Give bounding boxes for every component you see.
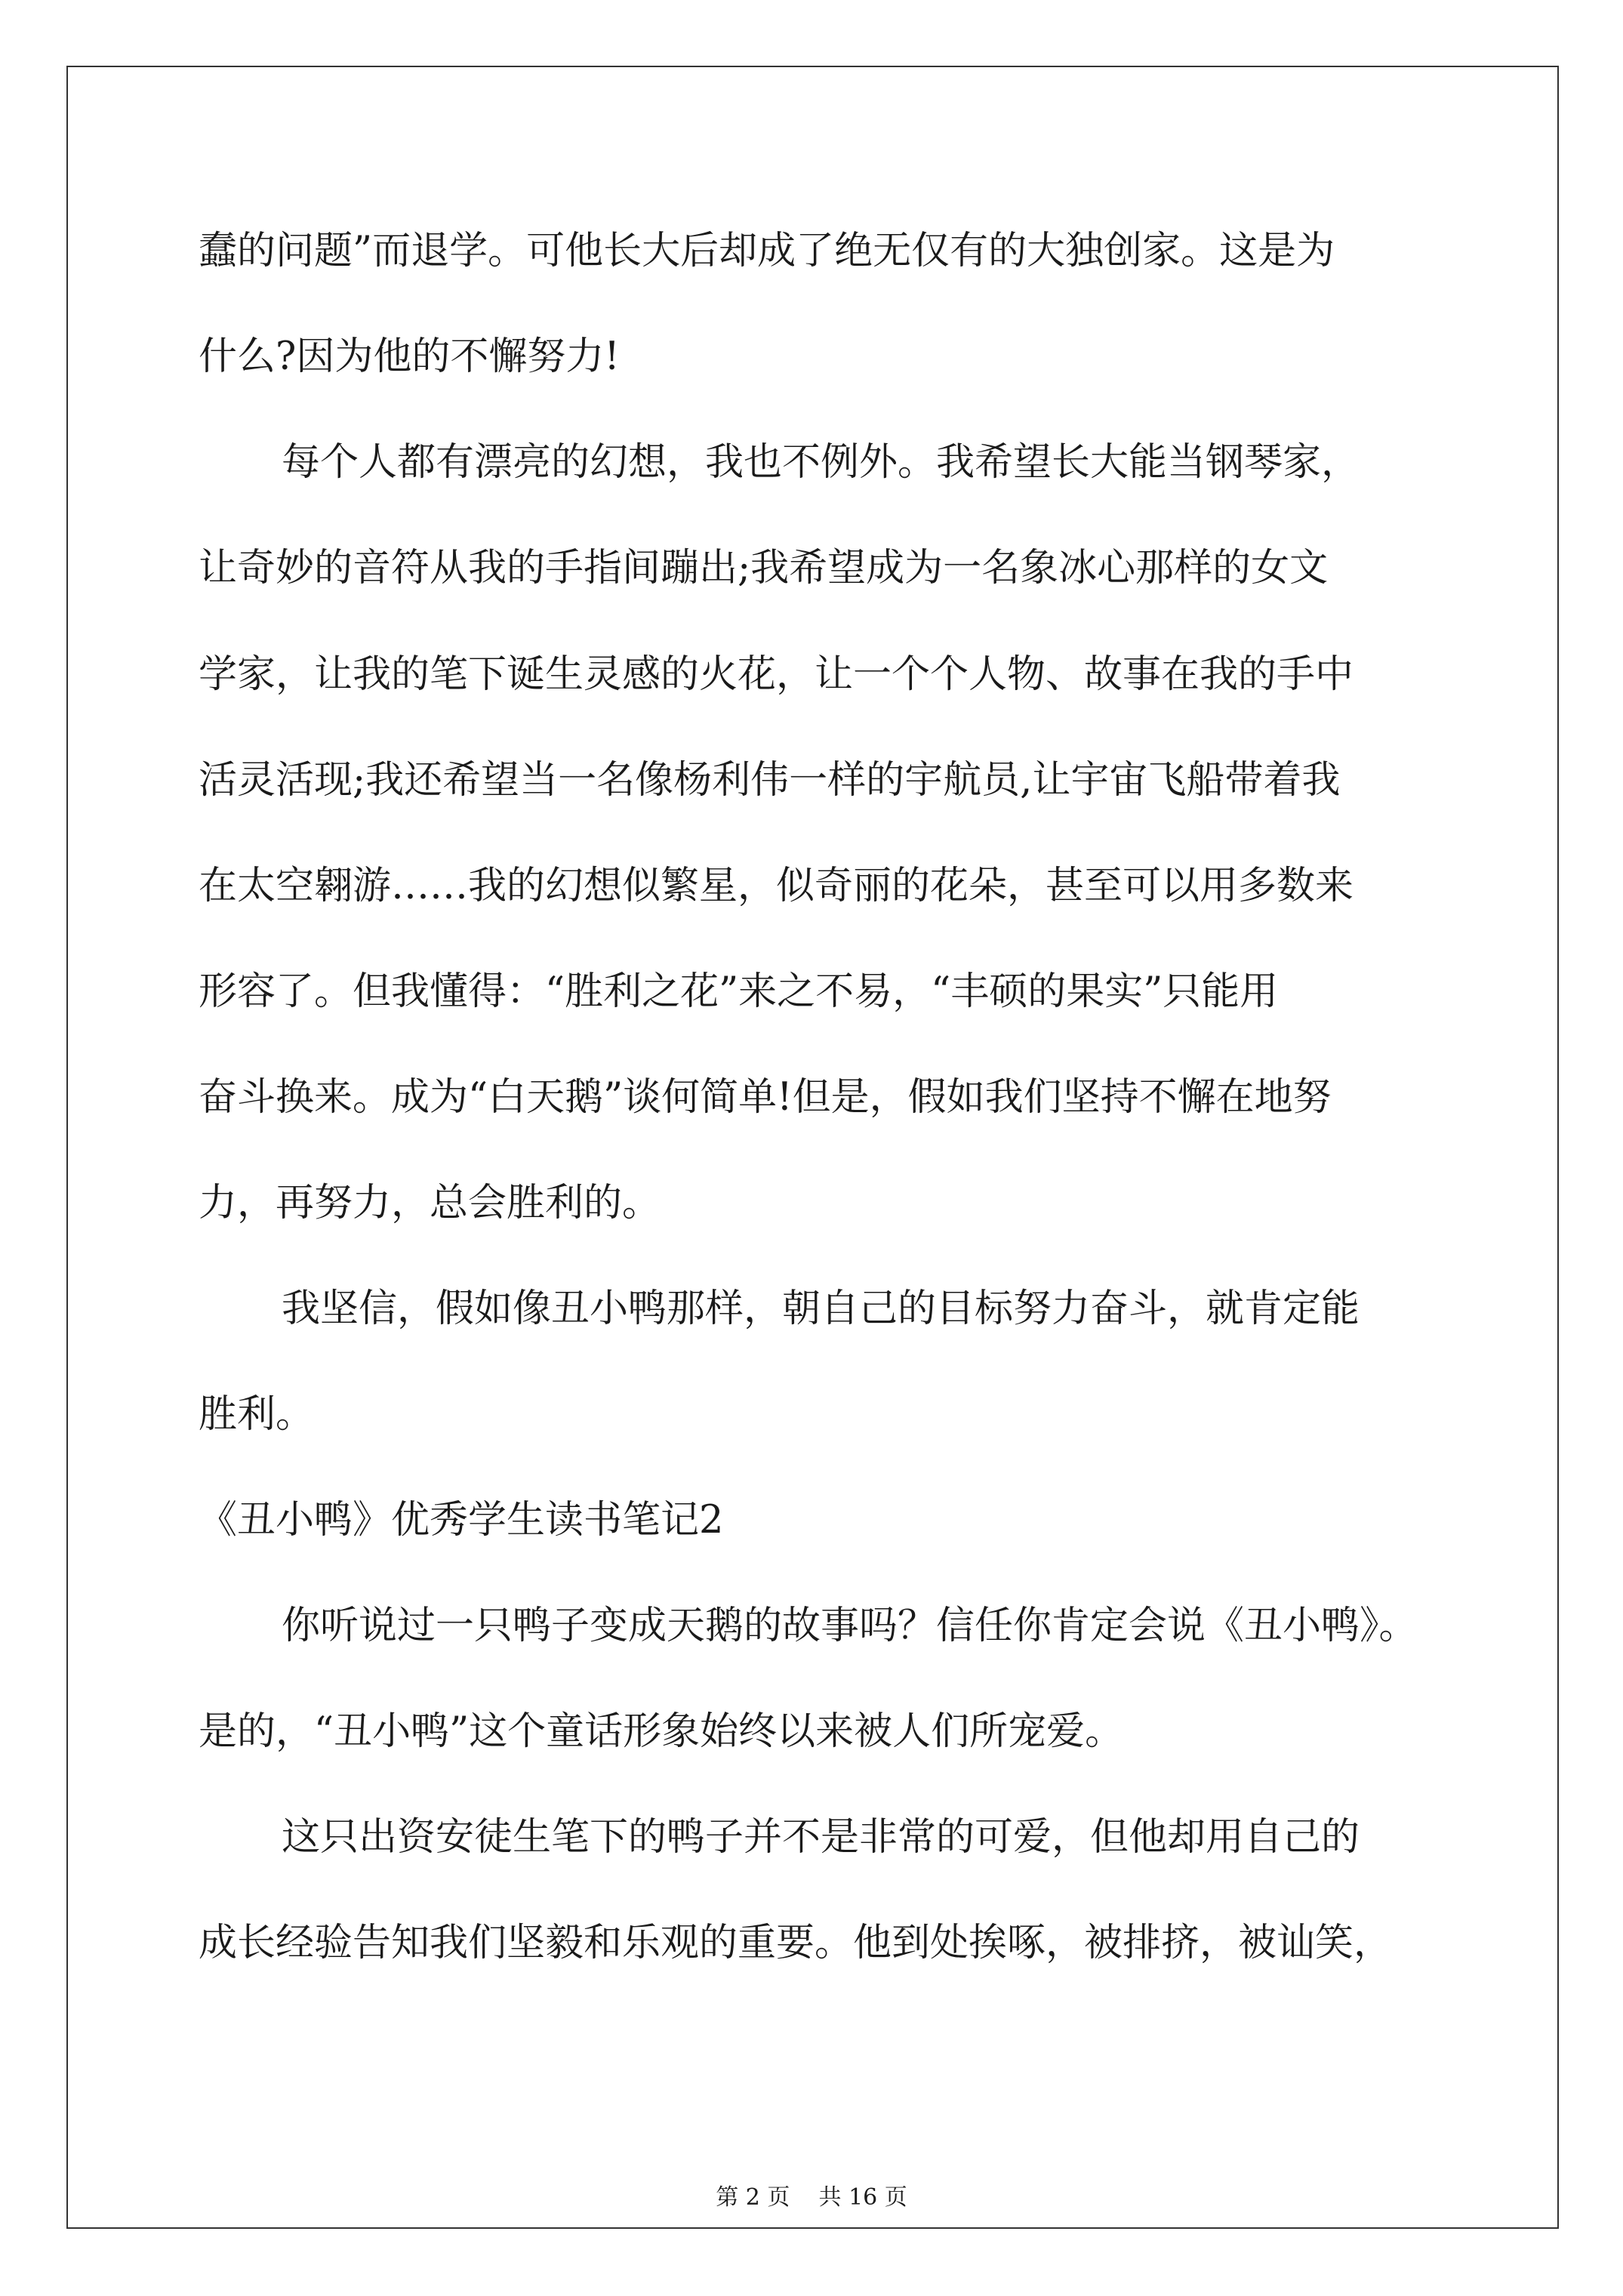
- body-line-6: 活灵活现;我还希望当一名像杨利伟一样的宇航员,让宇宙飞船带着我: [199, 758, 1341, 803]
- body-line-8: 形容了。但我懂得：“胜利之花”来之不易，“丰硕的果实”只能用: [199, 969, 1279, 1014]
- section-heading: 《丑小鸭》优秀学生读书笔记2: [199, 1498, 724, 1542]
- body-line-10: 力，再努力，总会胜利的。: [199, 1181, 661, 1225]
- body-line-9: 奋斗换来。成为“白天鹅”谈何简单!但是，假如我们坚持不懈在地努: [199, 1075, 1332, 1120]
- body-line-4: 让奇妙的音符从我的手指间蹦出;我希望成为一名象冰心那样的女文: [199, 546, 1329, 590]
- body-line-5: 学家，让我的笔下诞生灵感的火花，让一个个人物、故事在我的手中: [199, 652, 1354, 697]
- body-line-3: 每个人都有漂亮的幻想，我也不例外。我希望长大能当钢琴家，: [282, 440, 1360, 485]
- body-line-17: 成长经验告知我们坚毅和乐观的重要。他到处挨啄，被排挤，被讪笑，: [199, 1921, 1393, 1965]
- body-line-11: 我坚信，假如像丑小鸭那样，朝自己的目标努力奋斗，就肯定能: [282, 1287, 1360, 1331]
- body-line-2: 什么?因为他的不懈努力!: [199, 334, 620, 379]
- page-number: 第 2 页: [716, 2184, 790, 2211]
- body-line-15: 是的，“丑小鸭”这个童话形象始终以来被人们所宠爱。: [199, 1709, 1124, 1754]
- page-footer: [0, 2184, 1623, 2211]
- page-border: [66, 66, 1559, 2229]
- body-line-14: 你听说过一只鸭子变成天鹅的故事吗？信任你肯定会说《丑小鸭》。: [282, 1604, 1418, 1648]
- body-line-16: 这只出资安徒生笔下的鸭子并不是非常的可爱，但他却用自己的: [282, 1815, 1360, 1860]
- body-line-1: 蠢的问题”而退学。可他长大后却成了绝无仅有的大独创家。这是为: [199, 229, 1335, 273]
- page-total: 共 16 页: [818, 2184, 907, 2211]
- body-line-12: 胜利。: [199, 1392, 315, 1437]
- body-line-7: 在太空翱游……我的幻想似繁星，似奇丽的花朵，甚至可以用多数来: [199, 864, 1354, 908]
